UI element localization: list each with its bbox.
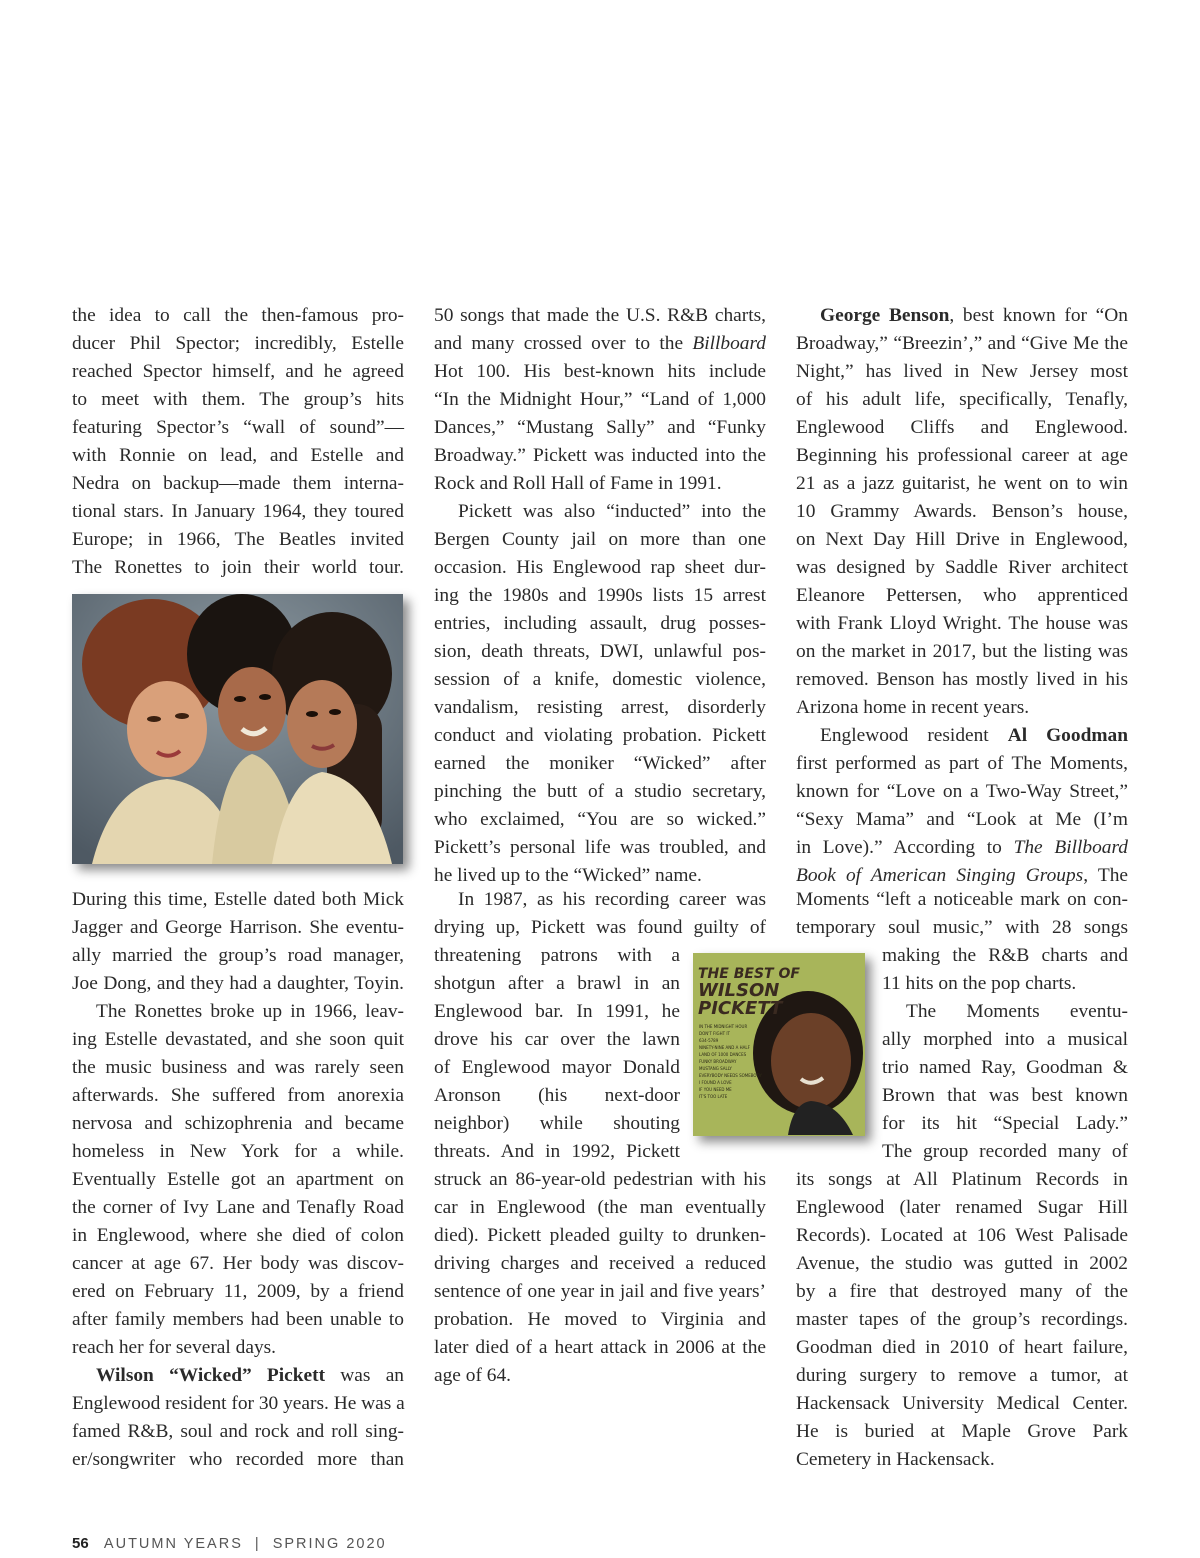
body-line: occasion. His Englewood rap sheet dur-	[434, 557, 766, 578]
body-line: The Moments eventu-	[906, 1001, 1128, 1022]
goodman-intro-line	[796, 722, 1128, 750]
body-line: 50 songs that made the U.S. R&B charts,	[434, 305, 766, 326]
benson-intro-line	[796, 302, 1128, 330]
body-line: afterwards. She suffered from anorexia	[72, 1085, 404, 1106]
body-line: drove his car over the lawn	[434, 1029, 680, 1050]
album-track: 634-5789	[699, 1038, 719, 1043]
body-line: Broadway,” “Breezin’,” and “Give Me the	[796, 333, 1128, 354]
body-line: Rock and Roll Hall of Fame in 1991.	[434, 473, 722, 494]
body-line: ing the 1980s and 1990s lists 15 arrest	[434, 585, 766, 606]
body-line: featuring Spector’s “wall of sound”—	[72, 417, 404, 438]
body-text: , best known for “On	[949, 305, 1128, 326]
body-line: Englewood bar. In 1991, he	[434, 1001, 680, 1022]
body-line: cancer at age 67. Her body was discov-	[72, 1253, 404, 1274]
album-track: LAND OF 1000 DANCES	[699, 1052, 747, 1057]
ronettes-photo	[72, 594, 403, 864]
body-line	[796, 834, 1128, 862]
body-line: ally morphed into a musical	[882, 1029, 1128, 1050]
body-line: ing Estelle devastated, and she soon quit	[72, 1029, 404, 1050]
body-line: shotgun after a brawl in an	[434, 973, 680, 994]
body-line: Pickett was also “inducted” into the	[458, 501, 766, 522]
body-text: , The	[1083, 865, 1128, 886]
body-line: of his adult life, specifically, Tenafly,	[796, 389, 1128, 410]
body-line: ally married the group’s road manager,	[72, 945, 404, 966]
body-line: sion, death threats, DWI, unlawful pos-	[434, 641, 766, 662]
magazine-name: AUTUMN YEARS	[103, 1536, 243, 1552]
ronettes-illustration	[72, 594, 403, 864]
body-line: The group recorded many of	[882, 1141, 1128, 1162]
body-line: Jagger and George Harrison. She eventu-	[72, 917, 404, 938]
body-line: 10 Grammy Awards. Benson’s house,	[796, 501, 1128, 522]
body-line: car in Englewood (the man eventually	[434, 1197, 766, 1218]
body-line: Brown that was best known	[882, 1085, 1128, 1106]
album-track: NINETY-NINE AND A HALF	[699, 1045, 750, 1050]
body-line: Englewood (later renamed Sugar Hill	[796, 1197, 1128, 1218]
goodman-name: Al Goodman	[1007, 725, 1128, 746]
pickett-name: Wilson “Wicked” Pickett	[96, 1365, 326, 1386]
body-line: vandalism, resisting arrest, disorderly	[434, 697, 766, 718]
body-line: trio named Ray, Goodman &	[882, 1057, 1128, 1078]
body-line: age of 64.	[434, 1365, 511, 1386]
album-track: IN THE MIDNIGHT HOUR	[699, 1024, 748, 1029]
body-line: Aronson (his next-door	[434, 1085, 680, 1106]
body-line: temporary soul music,” with 28 songs	[796, 917, 1128, 938]
body-text: in Love).” According to	[796, 837, 1014, 858]
body-line: homeless in New York for a while.	[72, 1141, 404, 1162]
body-line: Joe Dong, and they had a daughter, Toyin.	[72, 973, 404, 994]
body-line: the music business and was rarely seen	[72, 1057, 404, 1078]
page-number: 56	[72, 1535, 89, 1552]
body-line: Goodman died in 2010 of heart failure,	[796, 1337, 1128, 1358]
body-line: The Ronettes to join their world tour.	[72, 557, 404, 578]
body-line: nervosa and schizophrenia and became	[72, 1113, 404, 1134]
body-line: with Ronnie on lead, and Estelle and	[72, 445, 404, 466]
body-line: its songs at All Platinum Records in	[796, 1169, 1128, 1190]
body-line: was designed by Saddle River architect	[796, 557, 1128, 578]
body-line: Cemetery in Hackensack.	[796, 1449, 995, 1470]
body-line: Englewood resident for 30 years. He was a	[72, 1393, 405, 1414]
body-line: Pickett’s personal life was troubled, and	[434, 837, 766, 858]
body-line: In 1987, as his recording career was	[458, 889, 766, 910]
body-line: died). Pickett pleaded guilty to drunken-	[434, 1225, 766, 1246]
body-line: drying up, Pickett was found guilty of	[434, 917, 766, 938]
album-title-line: PICKETT	[698, 998, 783, 1019]
body-line: Arizona home in recent years.	[796, 697, 1030, 718]
body-line: first performed as part of The Moments,	[796, 753, 1128, 774]
body-line: Bergen County jail on more than one	[434, 529, 766, 550]
body-line: pinching the butt of a studio secretary,	[434, 781, 766, 802]
body-line: driving charges and received a reduced	[434, 1253, 766, 1274]
body-line: during surgery to remove a tumor, at	[796, 1365, 1128, 1386]
body-line: Beginning his professional career at age	[796, 445, 1128, 466]
album-cover	[693, 953, 865, 1136]
body-line: on the market in 2017, but the listing was	[796, 641, 1128, 662]
body-line: He is buried at Maple Grove Park	[796, 1421, 1128, 1442]
body-text: Englewood resident	[820, 725, 1008, 746]
body-line: to meet with them. The group’s hits	[72, 389, 404, 410]
body-line: later died of a heart attack in 2006 at the	[434, 1337, 766, 1358]
body-line: ducer Phil Spector; incredibly, Estelle	[72, 333, 404, 354]
body-line: session of a knife, domestic violence,	[434, 669, 766, 690]
body-line: “In the Midnight Hour,” “Land of 1,000	[434, 389, 766, 410]
body-text: was an	[325, 1365, 404, 1386]
body-line: on Next Day Hill Drive in Englewood,	[796, 529, 1128, 550]
album-track: I FOUND A LOVE	[699, 1080, 732, 1085]
body-line: neighbor) while shouting	[434, 1113, 680, 1134]
body-line: known for “Love on a Two-Way Street,”	[796, 781, 1128, 802]
body-line: During this time, Estelle dated both Mick	[72, 889, 404, 910]
album-track: FUNKY BROADWAY	[699, 1059, 737, 1064]
body-line: earned the moniker “Wicked” after	[434, 753, 766, 774]
body-line: struck an 86-year-old pedestrian with his	[434, 1169, 766, 1190]
body-line: famed R&B, soul and rock and roll sing-	[72, 1421, 404, 1442]
body-line: Night,” has lived in New Jersey most	[796, 361, 1128, 382]
body-line: entries, including assault, drug posses-	[434, 613, 766, 634]
body-line: ered on February 11, 2009, by a friend	[72, 1281, 404, 1302]
body-line: The Ronettes broke up in 1966, leav-	[96, 1001, 404, 1022]
body-line: Englewood Cliffs and Englewood.	[796, 417, 1128, 438]
body-line: Hot 100. His best-known hits include	[434, 361, 766, 382]
body-line: “Sexy Mama” and “Look at Me (I’m	[796, 809, 1128, 830]
pickett-intro-line	[72, 1362, 404, 1390]
album-title-line: WILSON	[698, 980, 780, 1001]
body-line: er/songwriter who recorded more than	[72, 1449, 404, 1470]
body-line: tional stars. In January 1964, they toured	[72, 501, 404, 522]
body-text: and many crossed over to the	[434, 333, 693, 354]
book-title: Book of American Singing Groups	[796, 865, 1084, 886]
album-track: IF YOU NEED ME	[699, 1087, 732, 1092]
book-title: The Billboard	[1013, 837, 1128, 858]
body-line: reached Spector himself, and he agreed	[72, 361, 404, 382]
body-line: threatening patrons with a	[434, 945, 680, 966]
page-footer	[72, 1533, 387, 1555]
body-line: the idea to call the then-famous pro-	[72, 305, 404, 326]
footer-separator: |	[254, 1536, 261, 1552]
body-line: Moments “left a noticeable mark on con-	[796, 889, 1128, 910]
body-line: making the R&B charts and	[882, 945, 1128, 966]
body-line: the corner of Ivy Lane and Tenafly Road	[72, 1197, 404, 1218]
body-line: threats. And in 1992, Pickett	[434, 1141, 680, 1162]
body-line: Dances,” “Mustang Sally” and “Funky	[434, 417, 766, 438]
album-track: EVERYBODY NEEDS SOMEBODY	[699, 1073, 762, 1078]
body-line: for its hit “Special Lady.”	[882, 1113, 1128, 1134]
body-line: he lived up to the “Wicked” name.	[434, 865, 702, 886]
body-line: Europe; in 1966, The Beatles invited	[72, 529, 404, 550]
body-line: Eventually Estelle got an apartment on	[72, 1169, 404, 1190]
body-line: 11 hits on the pop charts.	[882, 973, 1077, 994]
album-track: MUSTANG SALLY	[699, 1066, 732, 1071]
body-line: Broadway.” Pickett was inducted into the	[434, 445, 766, 466]
body-line	[434, 330, 766, 358]
body-line: by a fire that destroyed many of the	[796, 1281, 1128, 1302]
body-line: sentence of one year in jail and five years’	[434, 1281, 766, 1302]
body-line: who exclaimed, “You are so wicked.”	[434, 809, 766, 830]
body-line: of Englewood mayor Donald	[434, 1057, 680, 1078]
billboard-title: Billboard	[692, 333, 766, 354]
body-line: master tapes of the group’s recordings.	[796, 1309, 1128, 1330]
album-track: IT'S TOO LATE	[699, 1094, 728, 1099]
body-line: Avenue, the studio was gutted in 2002	[796, 1253, 1128, 1274]
benson-name: George Benson	[820, 305, 950, 326]
issue-name: SPRING 2020	[272, 1536, 387, 1552]
body-line: reach her for several days.	[72, 1337, 277, 1358]
body-line: Eleanore Pettersen, who apprenticed	[796, 585, 1128, 606]
body-line: Hackensack University Medical Center.	[796, 1393, 1128, 1414]
body-line: 21 as a jazz guitarist, he went on to win	[796, 473, 1128, 494]
body-line: Records). Located at 106 West Palisade	[796, 1225, 1128, 1246]
body-line: probation. He moved to Virginia and	[434, 1309, 766, 1330]
body-line: in Englewood, where she died of colon	[72, 1225, 404, 1246]
body-line: with Frank Lloyd Wright. The house was	[796, 613, 1128, 634]
album-track: DON'T FIGHT IT	[699, 1031, 730, 1036]
body-line: removed. Benson has mostly lived in his	[796, 669, 1128, 690]
body-line: Nedra on backup—made them interna-	[72, 473, 404, 494]
body-line: after family members had been unable to	[72, 1309, 404, 1330]
body-line: conduct and violating probation. Pickett	[434, 725, 766, 746]
album-title-line: THE BEST OF	[698, 966, 800, 982]
